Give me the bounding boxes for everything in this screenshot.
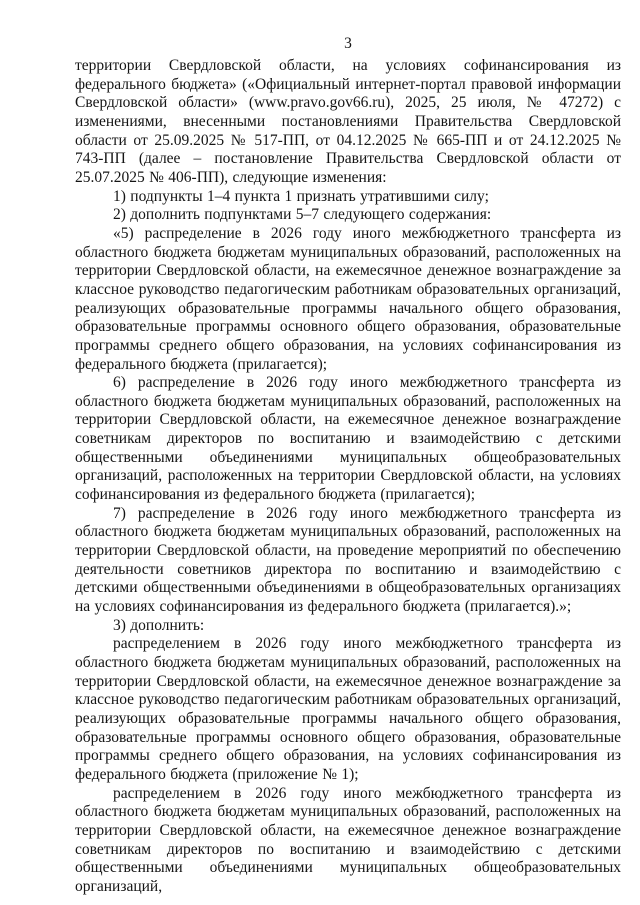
document-body xyxy=(75,57,621,897)
paragraph-subpoint-5: «5) распределение в 2026 году иного межбюджетного трансферта из областного бюджета бюджетам муниципальных образований, расположенных на территории Свердловской области, на ежемесячное денежное вознаграждение за классное руководство педагогическим работникам образовательных организаций, реализующих образовательные программы начального общего образования, образовательные программы основного общего образования, образовательные программы среднего общего образования, на условиях софинансирования из федерального бюджета (прилагается); xyxy=(75,224,621,373)
paragraph-distribution-advisors: распределением в 2026 году иного межбюджетного трансферта из областного бюджета бюджетам муниципальных образований, расположенных на территории Свердловской области, на ежемесячное денежное вознаграждение советникам директоров по воспитанию и взаимодействию с детскими общественными объединениями муниципальных общеобразовательных организаций, xyxy=(75,784,621,895)
paragraph-subpoint-6: 6) распределение в 2026 году иного межбюджетного трансферта из областного бюджета бюджетам муниципальных образований, расположенных на территории Свердловской области, на ежемесячное денежное вознаграждение советникам директоров по воспитанию и взаимодействию с детскими общественными объединениями муниципальных общеобразовательных организаций, расположенных на территории Свердловской области, на условиях софинансирования из федерального бюджета (прилагается); xyxy=(75,374,621,504)
paragraph-amendments-intro: территории Свердловской области, на условиях софинансирования из федерального бюджета» («Официальный интернет-портал правовой информации Свердловской области» (www.pravo.gov66.ru), 2025, 25 июля, № 47272) с изменениями, внесенными постановлениями Правительства Свердловской области от 25.09.2025 № 517-ПП, от 04.12.2025 № 665-ПП и от 24.12.2025 № 743-ПП (далее – постановление Правительства Свердловской области от 25.07.2025 № 406-ПП), следующие изменения: xyxy=(75,57,621,186)
page-number: 3 xyxy=(344,35,352,52)
paragraph-subpoint-7: 7) распределение в 2026 году иного межбюджетного трансферта из областного бюджета бюджетам муниципальных образований, расположенных на территории Свердловской области, на проведение мероприятий по обеспечению деятельности советников директора по воспитанию и взаимодействию с детскими общественными объединениями в общеобразовательных организациях на условиях софинансирования из федерального бюджета (прилагается).»; xyxy=(75,504,621,616)
paragraph-subitem-2: 2) дополнить подпунктами 5–7 следующего содержания: xyxy=(113,206,492,224)
paragraph-subitem-1: 1) подпункты 1–4 пункта 1 признать утратившими силу; xyxy=(113,187,489,205)
paragraph-subitem-3: 3) дополнить: xyxy=(113,616,205,634)
paragraph-distribution-classroom: распределением в 2026 году иного межбюджетного трансферта из областного бюджета бюджетам муниципальных образований, расположенных на территории Свердловской области, на ежемесячное денежное вознаграждение за классное руководство педагогическим работникам образовательных организаций, реализующих образовательные программы начального общего образования, образовательные программы основного общего образования, образовательные программы среднего общего образования, на условиях софинансирования из федерального бюджета (приложение № 1); xyxy=(75,635,621,783)
